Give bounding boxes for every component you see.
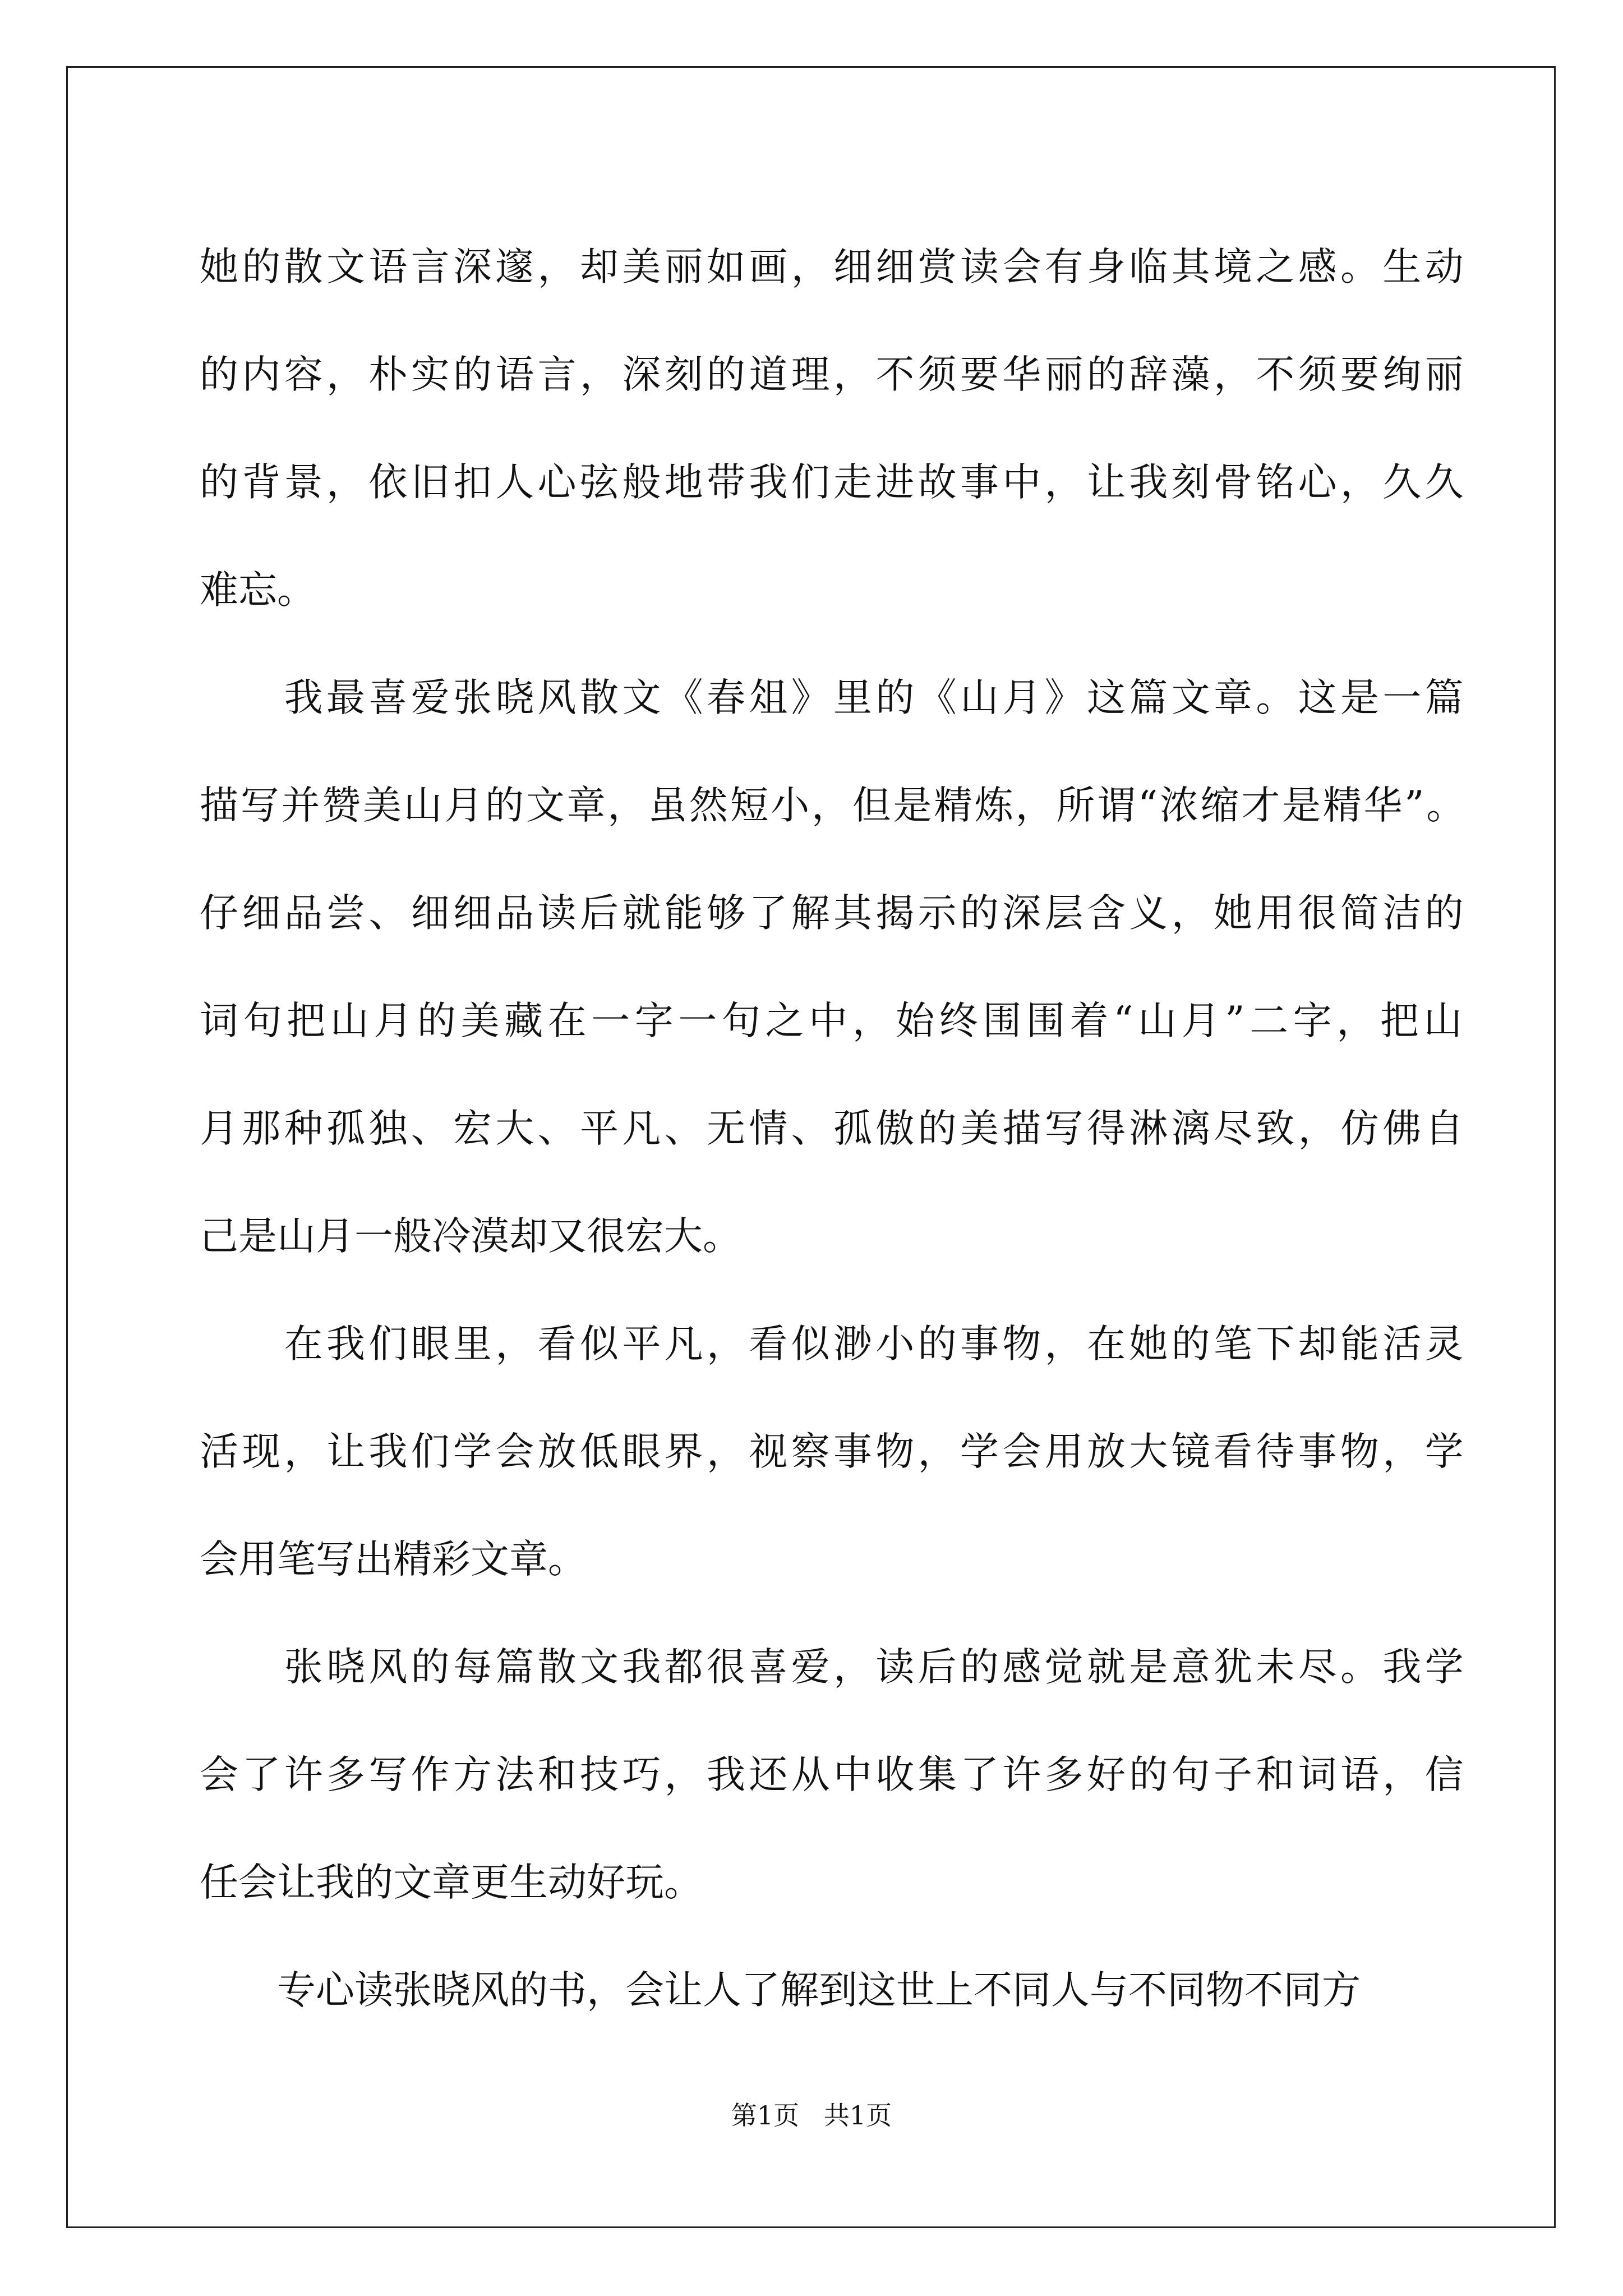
text-line: 会了许多写作方法和技巧，我还从中收集了许多好的句子和词语，信 — [200, 1752, 1467, 1797]
text-line: 她的散文语言深邃，却美丽如画，细细赏读会有身临其境之感。生动 — [200, 245, 1467, 289]
page-footer: 第1页 共1页 — [731, 2100, 892, 2131]
text-line: 难忘。 — [200, 568, 316, 613]
text-line: 的内容，朴实的语言，深刻的道理，不须要华丽的辞藻，不须要绚丽 — [200, 352, 1467, 397]
text-line: 月那种孤独、宏大、平凡、无情、孤傲的美描写得淋漓尽致，仿佛自 — [200, 1106, 1467, 1151]
text-line: 的背景，依旧扣人心弦般地带我们走进故事中，让我刻骨铭心，久久 — [200, 460, 1467, 505]
text-line: 己是山月一般冷漠却又很宏大。 — [200, 1214, 741, 1259]
text-line: 任会让我的文章更生动好玩。 — [200, 1860, 703, 1905]
text-line: 词句把山月的美藏在一字一句之中，始终围围着“山月”二字，把山 — [200, 999, 1467, 1043]
text-line: 描写并赞美山月的文章，虽然短小，但是精炼，所谓“浓缩才是精华”。 — [200, 783, 1467, 828]
text-line: 仔细品尝、细细品读后就能够了解其揭示的深层含义，她用很简洁的 — [200, 891, 1467, 936]
text-line: 专心读张晓风的书，会让人了解到这世上不同人与不同物不同方 — [200, 1968, 1361, 2013]
text-line: 会用笔写出精彩文章。 — [200, 1537, 587, 1582]
text-line: 活现，让我们学会放低眼界，视察事物，学会用放大镜看待事物，学 — [200, 1429, 1467, 1474]
document-body — [200, 213, 1467, 2044]
text-line: 我最喜爱张晓风散文《春俎》里的《山月》这篇文章。这是一篇 — [200, 675, 1467, 720]
text-line: 在我们眼里，看似平凡，看似渺小的事物，在她的笔下却能活灵 — [200, 1322, 1467, 1366]
text-line: 张晓风的每篇散文我都很喜爱，读后的感觉就是意犹未尽。我学 — [200, 1645, 1467, 1690]
